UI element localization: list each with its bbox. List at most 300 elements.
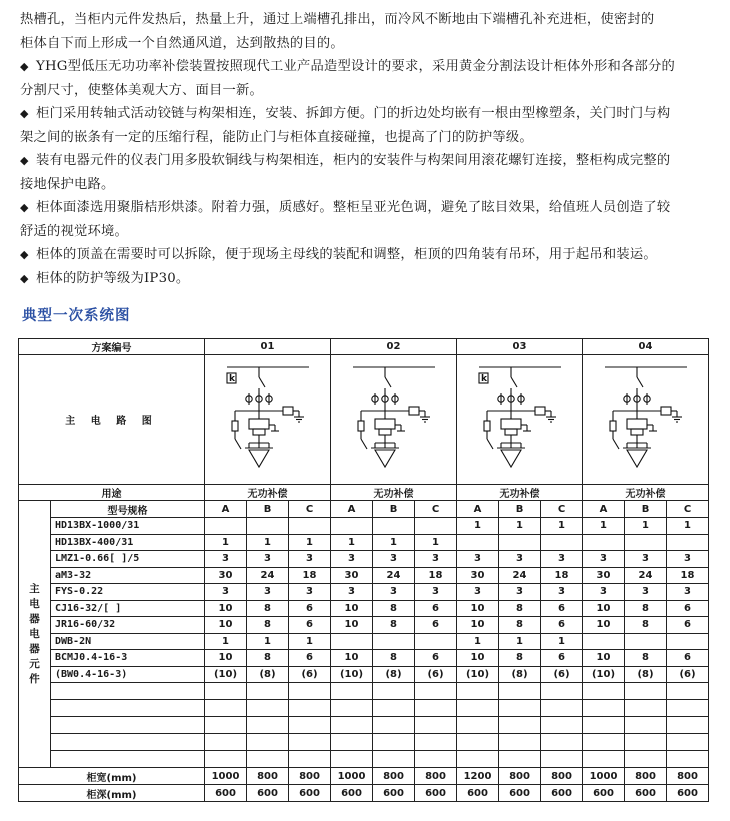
quantity-cell: (6): [667, 666, 709, 683]
width-value: 800: [625, 768, 667, 785]
quantity-cell: 8: [373, 617, 415, 634]
blank-cell: [667, 700, 709, 717]
table-row: [19, 584, 709, 601]
model-name: FYS-0.22: [51, 584, 205, 601]
quantity-cell: 1: [289, 534, 331, 551]
quantity-cell: 1: [373, 534, 415, 551]
depth-value: 600: [667, 785, 709, 802]
quantity-cell: 1: [247, 534, 289, 551]
quantity-cell: (6): [415, 666, 457, 683]
quantity-cell: 10: [205, 617, 247, 634]
variant-label: C: [289, 501, 331, 518]
quantity-cell: [373, 518, 415, 535]
quantity-cell: 6: [667, 650, 709, 667]
blank-cell: [205, 700, 247, 717]
depth-value: 600: [499, 785, 541, 802]
feature-bullet: [20, 55, 720, 102]
quantity-cell: 30: [331, 567, 373, 584]
quantity-cell: [415, 633, 457, 650]
quantity-cell: 6: [541, 650, 583, 667]
blank-cell: [583, 751, 625, 768]
quantity-cell: 3: [667, 584, 709, 601]
quantity-cell: 10: [583, 650, 625, 667]
section-title: 典型一次系统图: [22, 308, 131, 324]
blank-cell: [457, 683, 499, 700]
quantity-cell: (8): [247, 666, 289, 683]
feature-bullet: [20, 196, 720, 243]
blank-cell: [415, 700, 457, 717]
blank-cell: [247, 734, 289, 751]
quantity-cell: 3: [247, 584, 289, 601]
blank-cell: [541, 717, 583, 734]
bullet-diamond-icon: ◆: [20, 201, 29, 214]
quantity-cell: [583, 633, 625, 650]
blank-cell: [51, 751, 205, 768]
quantity-cell: 8: [625, 600, 667, 617]
table-row: [19, 633, 709, 650]
quantity-cell: 1: [583, 518, 625, 535]
blank-cell: [583, 734, 625, 751]
variant-label: A: [583, 501, 625, 518]
table-row: [19, 600, 709, 617]
blank-cell: [289, 700, 331, 717]
usage-value: 无功补偿: [331, 485, 457, 501]
quantity-cell: 3: [331, 584, 373, 601]
quantity-cell: 1: [667, 518, 709, 535]
quantity-cell: 18: [541, 567, 583, 584]
scheme-number: 01: [205, 339, 331, 355]
variant-label: A: [331, 501, 373, 518]
depth-label: 柜深(mm): [19, 785, 205, 802]
quantity-cell: [415, 518, 457, 535]
quantity-cell: 3: [373, 551, 415, 568]
quantity-cell: [667, 633, 709, 650]
quantity-cell: (8): [499, 666, 541, 683]
blank-cell: [205, 734, 247, 751]
blank-cell: [625, 683, 667, 700]
blank-cell: [667, 683, 709, 700]
quantity-cell: 24: [247, 567, 289, 584]
blank-cell: [415, 683, 457, 700]
table-row: [19, 683, 709, 700]
quantity-cell: 8: [499, 650, 541, 667]
quantity-cell: 10: [331, 650, 373, 667]
quantity-cell: (10): [457, 666, 499, 683]
quantity-cell: 1: [499, 633, 541, 650]
circuit-label: 主 电 路 图: [19, 355, 205, 485]
quantity-cell: [583, 534, 625, 551]
quantity-cell: 8: [247, 650, 289, 667]
bullet-text: YHG型低压无功功率补偿装置按照现代工业产品造型设计的要求，采用黄金分割法设计柜体外形和各部分的: [36, 59, 675, 74]
scheme-number: 03: [457, 339, 583, 355]
variant-label: C: [415, 501, 457, 518]
depth-value: 600: [289, 785, 331, 802]
variant-label: C: [541, 501, 583, 518]
quantity-cell: 3: [499, 551, 541, 568]
quantity-cell: 3: [373, 584, 415, 601]
variant-label: B: [247, 501, 289, 518]
quantity-cell: (10): [583, 666, 625, 683]
quantity-cell: 3: [415, 584, 457, 601]
blank-cell: [541, 751, 583, 768]
table-row: [19, 700, 709, 717]
quantity-cell: [625, 534, 667, 551]
table-row: [19, 734, 709, 751]
width-value: 800: [415, 768, 457, 785]
width-value: 1000: [583, 768, 625, 785]
bullet-text: 舒适的视觉环境。: [20, 223, 128, 239]
blank-cell: [51, 683, 205, 700]
blank-cell: [667, 751, 709, 768]
quantity-cell: 24: [625, 567, 667, 584]
quantity-cell: 1: [499, 518, 541, 535]
blank-cell: [499, 734, 541, 751]
quantity-cell: 1: [289, 633, 331, 650]
quantity-cell: (8): [373, 666, 415, 683]
table-row: [19, 666, 709, 683]
table-row: [19, 518, 709, 535]
depth-value: 600: [541, 785, 583, 802]
blank-cell: [625, 751, 667, 768]
depth-value: 600: [205, 785, 247, 802]
quantity-cell: 6: [415, 617, 457, 634]
blank-cell: [415, 717, 457, 734]
variant-label: C: [667, 501, 709, 518]
quantity-cell: [541, 534, 583, 551]
quantity-cell: 18: [667, 567, 709, 584]
quantity-cell: 1: [205, 633, 247, 650]
quantity-cell: 6: [289, 650, 331, 667]
width-value: 800: [667, 768, 709, 785]
quantity-cell: 3: [625, 551, 667, 568]
table-row: [19, 339, 709, 355]
table-row: [19, 551, 709, 568]
quantity-cell: [457, 534, 499, 551]
model-name: JR16-60/32: [51, 617, 205, 634]
blank-cell: [541, 700, 583, 717]
quantity-cell: [625, 633, 667, 650]
model-label: 型号规格: [51, 501, 205, 518]
quantity-cell: 18: [289, 567, 331, 584]
circuit-diagram: [583, 355, 709, 485]
blank-cell: [247, 683, 289, 700]
bullet-text: 柜体面漆选用聚脂桔形烘漆。附着力强，质感好。整柜呈亚光色调，避免了眩目效果，给值班人员创造了较: [36, 200, 671, 215]
component-group-label: [19, 501, 51, 768]
blank-cell: [625, 717, 667, 734]
bullet-text: 分割尺寸，使整体美观大方、面目一新。: [20, 82, 263, 98]
blank-cell: [499, 683, 541, 700]
circuit-diagram: [331, 355, 457, 485]
depth-value: 600: [583, 785, 625, 802]
model-name: (BW0.4-16-3): [51, 666, 205, 683]
blank-cell: [373, 751, 415, 768]
bullet-text: 架之间的嵌条有一定的压缩行程，能防止门与柜体直接碰撞，也提高了门的防护等级。: [20, 129, 533, 145]
quantity-cell: [373, 633, 415, 650]
blank-cell: [457, 734, 499, 751]
quantity-cell: 6: [289, 617, 331, 634]
table-row: [19, 717, 709, 734]
blank-cell: [499, 751, 541, 768]
quantity-cell: [205, 518, 247, 535]
quantity-cell: 6: [541, 617, 583, 634]
width-value: 1000: [331, 768, 373, 785]
blank-cell: [289, 717, 331, 734]
system-diagram-table: [18, 338, 709, 802]
blank-cell: [289, 683, 331, 700]
quantity-cell: 18: [415, 567, 457, 584]
blank-cell: [331, 734, 373, 751]
quantity-cell: [289, 518, 331, 535]
depth-value: 600: [331, 785, 373, 802]
quantity-cell: 6: [667, 600, 709, 617]
usage-value: 无功补偿: [457, 485, 583, 501]
quantity-cell: 8: [373, 650, 415, 667]
width-value: 800: [541, 768, 583, 785]
circuit-diagram-svg: [591, 355, 701, 475]
bullet-text: 柜门采用转轴式活动铰链与构架相连，安装、拆卸方便。门的折边处均嵌有一根由型橡塑条，关门时门与构: [36, 106, 671, 121]
blank-cell: [499, 700, 541, 717]
quantity-cell: 3: [205, 551, 247, 568]
table-row: [19, 785, 709, 802]
quantity-cell: (6): [541, 666, 583, 683]
blank-cell: [289, 734, 331, 751]
table-row: [19, 355, 709, 485]
blank-cell: [667, 717, 709, 734]
model-name: LMZ1-0.66[ ]/5: [51, 551, 205, 568]
quantity-cell: 10: [583, 617, 625, 634]
blank-cell: [625, 734, 667, 751]
quantity-cell: 3: [583, 551, 625, 568]
quantity-cell: 8: [499, 600, 541, 617]
quantity-cell: 3: [625, 584, 667, 601]
depth-value: 600: [247, 785, 289, 802]
quantity-cell: 1: [205, 534, 247, 551]
quantity-cell: 3: [583, 584, 625, 601]
circuit-diagram-svg: [465, 355, 575, 475]
quantity-cell: 10: [457, 600, 499, 617]
quantity-cell: 1: [457, 518, 499, 535]
blank-cell: [541, 683, 583, 700]
usage-value: 无功补偿: [583, 485, 709, 501]
quantity-cell: 10: [331, 617, 373, 634]
table-row: [19, 567, 709, 584]
quantity-cell: 10: [331, 600, 373, 617]
blank-cell: [205, 717, 247, 734]
quantity-cell: [247, 518, 289, 535]
quantity-cell: 8: [625, 650, 667, 667]
blank-cell: [583, 700, 625, 717]
feature-bullet-list: [20, 55, 720, 290]
usage-label: 用途: [19, 485, 205, 501]
model-name: CJ16-32/[ ]: [51, 600, 205, 617]
quantity-cell: 8: [625, 617, 667, 634]
table-row: [19, 501, 709, 518]
blank-cell: [289, 751, 331, 768]
circuit-diagram-svg: [213, 355, 323, 475]
blank-cell: [457, 700, 499, 717]
quantity-cell: [331, 633, 373, 650]
variant-label: A: [205, 501, 247, 518]
blank-cell: [625, 700, 667, 717]
blank-cell: [373, 717, 415, 734]
quantity-cell: 3: [457, 584, 499, 601]
blank-cell: [667, 734, 709, 751]
quantity-cell: 3: [541, 551, 583, 568]
width-value: 1000: [205, 768, 247, 785]
blank-cell: [331, 751, 373, 768]
blank-cell: [583, 717, 625, 734]
blank-cell: [51, 700, 205, 717]
blank-cell: [499, 717, 541, 734]
blank-cell: [583, 683, 625, 700]
quantity-cell: 1: [457, 633, 499, 650]
circuit-diagram: [205, 355, 331, 485]
quantity-cell: 3: [415, 551, 457, 568]
blank-cell: [541, 734, 583, 751]
usage-value: 无功补偿: [205, 485, 331, 501]
quantity-cell: 10: [205, 650, 247, 667]
bullet-diamond-icon: ◆: [20, 107, 29, 120]
bullet-text: 柜体的防护等级为IP30。: [36, 270, 190, 286]
quantity-cell: 8: [247, 617, 289, 634]
quantity-cell: 3: [499, 584, 541, 601]
quantity-cell: 6: [415, 650, 457, 667]
circuit-diagram: [457, 355, 583, 485]
blank-cell: [415, 751, 457, 768]
quantity-cell: 1: [415, 534, 457, 551]
blank-cell: [457, 751, 499, 768]
quantity-cell: 3: [331, 551, 373, 568]
blank-cell: [415, 734, 457, 751]
blank-cell: [373, 734, 415, 751]
blank-cell: [373, 700, 415, 717]
variant-label: B: [499, 501, 541, 518]
quantity-cell: (6): [289, 666, 331, 683]
quantity-cell: 24: [373, 567, 415, 584]
quantity-cell: 24: [499, 567, 541, 584]
depth-value: 600: [457, 785, 499, 802]
quantity-cell: 1: [541, 518, 583, 535]
blank-cell: [247, 717, 289, 734]
blank-cell: [457, 717, 499, 734]
blank-cell: [51, 734, 205, 751]
quantity-cell: [667, 534, 709, 551]
width-value: 800: [247, 768, 289, 785]
intro-continuation: 热槽孔，当柜内元件发热后，热量上升，通过上端槽孔排出，而冷风不断地由下端槽孔补充进柜，使密封的 柜体自下而上形成一个自然通风道，达到散热的目的。: [20, 12, 655, 51]
model-name: BCMJ0.4-16-3: [51, 650, 205, 667]
quantity-cell: 6: [541, 600, 583, 617]
bullet-diamond-icon: ◆: [20, 154, 29, 167]
quantity-cell: 6: [667, 617, 709, 634]
width-label: 柜宽(mm): [19, 768, 205, 785]
width-value: 1200: [457, 768, 499, 785]
quantity-cell: 1: [331, 534, 373, 551]
feature-bullet: [20, 243, 720, 267]
quantity-cell: (10): [331, 666, 373, 683]
model-name: DWB-2N: [51, 633, 205, 650]
feature-bullet: [20, 149, 720, 196]
scheme-number: 04: [583, 339, 709, 355]
quantity-cell: 8: [247, 600, 289, 617]
table-row: [19, 768, 709, 785]
quantity-cell: 8: [373, 600, 415, 617]
component-group-text: 主电器电器元件: [29, 582, 40, 685]
blank-cell: [247, 751, 289, 768]
quantity-cell: 3: [205, 584, 247, 601]
blank-cell: [331, 700, 373, 717]
quantity-cell: [499, 534, 541, 551]
quantity-cell: 30: [457, 567, 499, 584]
blank-cell: [247, 700, 289, 717]
feature-bullet: [20, 102, 720, 149]
scheme-number: 02: [331, 339, 457, 355]
quantity-cell: 3: [289, 584, 331, 601]
variant-label: B: [625, 501, 667, 518]
quantity-cell: 10: [457, 650, 499, 667]
depth-value: 600: [625, 785, 667, 802]
bullet-diamond-icon: ◆: [20, 60, 29, 73]
quantity-cell: 1: [625, 518, 667, 535]
blank-cell: [373, 683, 415, 700]
quantity-cell: 3: [541, 584, 583, 601]
table-row: [19, 485, 709, 501]
quantity-cell: 10: [457, 617, 499, 634]
bullet-text: 装有电器元件的仪表门用多股软铜线与构架相连，柜内的安装件与构架间用滚花螺钉连接，整柜构成完整的: [36, 153, 671, 168]
table-row: [19, 617, 709, 634]
table-row: [19, 650, 709, 667]
quantity-cell: 30: [205, 567, 247, 584]
k-mark: k: [480, 374, 487, 384]
k-mark: k: [228, 374, 235, 384]
width-value: 800: [373, 768, 415, 785]
bullet-diamond-icon: ◆: [20, 271, 29, 285]
table-row: [19, 751, 709, 768]
blank-cell: [205, 683, 247, 700]
quantity-cell: 6: [289, 600, 331, 617]
quantity-cell: 10: [205, 600, 247, 617]
quantity-cell: 30: [583, 567, 625, 584]
scheme-label: 方案编号: [19, 339, 205, 355]
blank-cell: [331, 717, 373, 734]
quantity-cell: 8: [499, 617, 541, 634]
width-value: 800: [499, 768, 541, 785]
quantity-cell: 10: [583, 600, 625, 617]
quantity-cell: (8): [625, 666, 667, 683]
quantity-cell: [331, 518, 373, 535]
model-name: HD13BX-1000/31: [51, 518, 205, 535]
blank-cell: [51, 717, 205, 734]
blank-cell: [331, 683, 373, 700]
bullet-text: 接地保护电路。: [20, 176, 115, 192]
depth-value: 600: [415, 785, 457, 802]
bullet-diamond-icon: ◆: [20, 248, 29, 261]
variant-label: A: [457, 501, 499, 518]
quantity-cell: 3: [667, 551, 709, 568]
circuit-diagram-svg: [339, 355, 449, 475]
width-value: 800: [289, 768, 331, 785]
quantity-cell: 6: [415, 600, 457, 617]
model-name: aM3-32: [51, 567, 205, 584]
quantity-cell: 3: [247, 551, 289, 568]
depth-value: 600: [373, 785, 415, 802]
bullet-text: 柜体的顶盖在需要时可以拆除，便于现场主母线的装配和调整，柜顶的四角装有吊环，用于起吊和装运。: [36, 247, 657, 262]
quantity-cell: 1: [247, 633, 289, 650]
quantity-cell: 3: [289, 551, 331, 568]
intro-text: [20, 8, 720, 290]
variant-label: B: [373, 501, 415, 518]
blank-cell: [205, 751, 247, 768]
feature-bullet: [20, 267, 720, 291]
